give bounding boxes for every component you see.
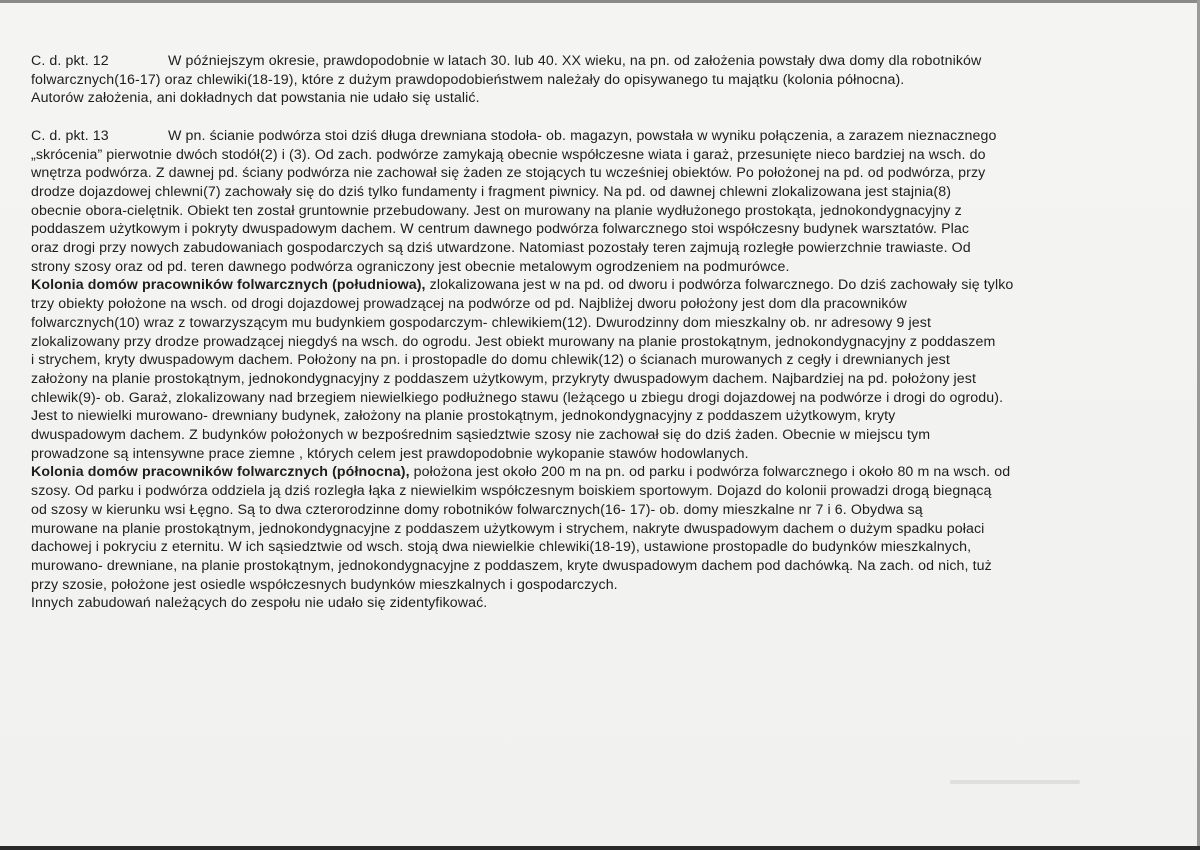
text-line: murowano- drewniane, na planie prostokątnym, jednokondygnacyjne z poddaszem, kryte dwuspadowym dachem pod dachówką. Na zach. od nich, tuż — [31, 557, 992, 574]
text-line: oraz drogi przy nowych zabudowaniach gospodarczych są dziś utwardzone. Natomiast pozostały teren zajmują rozległe powierzchnie trawiaste. Od — [31, 240, 971, 257]
section-label: C. d. pkt. 12 — [31, 53, 109, 69]
text-line: dachowej i pokryciu z eternitu. W ich sąsiedztwie od wsch. stoją dwa niewielkie chlewiki(18-19), ustawione prostopadle do budynków mieszkalnych, — [31, 539, 972, 556]
paragraph-pkt-13 — [31, 127, 1176, 277]
text-line: „skrócenia” pierwotnie dwóch stodół(2) i (3). Od zach. podwórze zamykają obecnie współczesne wiata i garaż, przesunięte nieco bardziej na wsch. do — [31, 146, 986, 163]
text-line: Autorów założenia, ani dokładnych dat powstania nie udało się ustalić. — [31, 90, 480, 107]
section-heading: Kolonia domów pracowników folwarcznych (północna), — [31, 464, 410, 481]
text-line: dwuspadowym dachem. Z budynków położonych w bezpośrednim sąsiedztwie szosy nie zachował się do dziś żaden. Obecnie w miejscu tym — [31, 427, 931, 444]
text-line: chlewik(9)- ob. Garaż, zlokalizowany nad brzegiem niewielkiego podłużnego stawu (leżącego u zbiegu drogi dojazdowej na podwórze i drogi do ogrodu). — [31, 389, 1004, 406]
text-line: szosy. Od parku i podwórza oddziela ją dziś rozległa łąka z niewielkim współczesnym boiskiem sportowym. Dojazd do kolonii prowadzi drogą biegnącą — [31, 483, 992, 500]
scan-smudge — [950, 780, 1080, 784]
text-line: i strychem, kryty dwuspadowym dachem. Położony na pn. i prostopadle do domu chlewik(12) o ścianach murowanych z cegły i drewnianych jest — [31, 352, 950, 369]
text-line: C. d. pkt. 12 W późniejszym okresie, prawdopodobnie w latach 30. lub 40. XX wieku, na pn. od założenia powstały dwa domy dla robotników — [31, 53, 982, 69]
paragraph-colony-south — [31, 276, 1176, 463]
paragraph-closing — [31, 594, 1176, 613]
paragraph-pkt-12 — [31, 52, 1176, 108]
text-line: poddaszem użytkowym i pokryty dwuspadowym dachem. W centrum dawnego podwórza folwarcznego stoi współczesny budynek warsztatów. Plac — [31, 221, 970, 238]
text-line: prowadzone są intensywne prace ziemne , których celem jest prawdopodobnie wykopanie stawów hodowlanych. — [31, 445, 749, 462]
scan-edge-top — [0, 0, 1200, 3]
text-line: od szosy w kierunku wsi Łęgno. Są to dwa czterorodzinne domy robotników folwarcznych(16- 17)- ob. domy mieszkalne nr 7 i 6. Obydwa są — [31, 501, 923, 518]
text-line: C. d. pkt. 13 W pn. ścianie podwórza stoi dziś długa drewniana stodoła- ob. magazyn, powstała w wyniku połączenia, a zarazem nieznacznego — [31, 127, 997, 144]
document-body — [31, 52, 1176, 613]
text-line: folwarcznych(10) wraz z towarzyszącym mu budynkiem gospodarczym- chlewikiem(12). Dwurodzinny dom mieszkalny ob. nr adresowy 9 jest — [31, 314, 932, 331]
text-line: założony na planie prostokątnym, jednokondygnacyjny z poddaszem użytkowym, przykryty dwuspadowym dachem. Najbardziej na pd. położony jest — [31, 370, 977, 387]
text-line: obecnie obora-cielętnik. Obiekt ten został gruntownie przebudowany. Jest on murowany na planie wydłużonego prostokąta, jednokondygnacyjny z — [31, 202, 962, 219]
text-line: murowane na planie prostokątnym, jednokondygnacyjne z poddaszem użytkowym i strychem, nakryte dwuspadowym dachem o dużym spadku połaci — [31, 520, 985, 537]
text-line: Jest to niewielki murowano- drewniany budynek, założony na planie prostokątnym, jednokondygnacyjny z poddaszem użytkowym, kryty — [31, 408, 896, 425]
text-line: drodze dojazdowej chlewni(7) zachowały się do dziś tylko fundamenty i fragment piwnicy. Na pd. od dawnej chlewni zlokalizowana jest stajnia(8) — [31, 183, 952, 200]
text-line: strony szosy oraz od pd. teren dawnego podwórza ograniczony jest obecnie metalowym ogrodzeniem na podmurówce. — [31, 258, 790, 275]
text-line: Innych zabudowań należących do zespołu nie udało się zidentyfikować. — [31, 595, 488, 612]
section-heading: Kolonia domów pracowników folwarcznych (południowa), — [31, 277, 426, 294]
text-line: folwarcznych(16-17) oraz chlewiki(18-19), które z dużym prawdopodobieństwem należały do opisywanego tu majątku (kolonia północna). — [31, 71, 905, 88]
text-line: trzy obiekty położone na wsch. od drogi dojazdowej prowadzącej na podwórze od pd. Najbliżej dworu położony jest dom dla pracowników — [31, 296, 907, 313]
paragraph-colony-north — [31, 463, 1176, 594]
text-line: przy szosie, położone jest osiedle współczesnych budynków mieszkalnych i gospodarczych. — [31, 576, 618, 593]
section-label: C. d. pkt. 13 — [31, 127, 109, 144]
paragraph-gap — [31, 108, 1176, 127]
text-line: wnętrza podwórza. Z dawnej pd. ściany podwórza nie zachował się żaden ze stojących tu wcześniej obiektów. Po położonej na pd. od podwórza, przy — [31, 165, 986, 182]
scan-edge-bottom — [0, 846, 1200, 850]
text-line: zlokalizowany przy drodze prowadzącej niegdyś na wsch. do ogrodu. Jest obiekt murowany na planie prostokątnym, jednokondygnacyjny z poddaszem — [31, 333, 996, 350]
text-line: Kolonia domów pracowników folwarcznych (południowa), zlokalizowana jest w na pd. od dworu i podwórza folwarcznego. Do dziś zachowały się tylko — [31, 277, 1014, 294]
text-line: Kolonia domów pracowników folwarcznych (północna), położona jest około 200 m na pn. od parku i podwórza folwarcznego i około 80 m na wsch. od — [31, 464, 1011, 481]
